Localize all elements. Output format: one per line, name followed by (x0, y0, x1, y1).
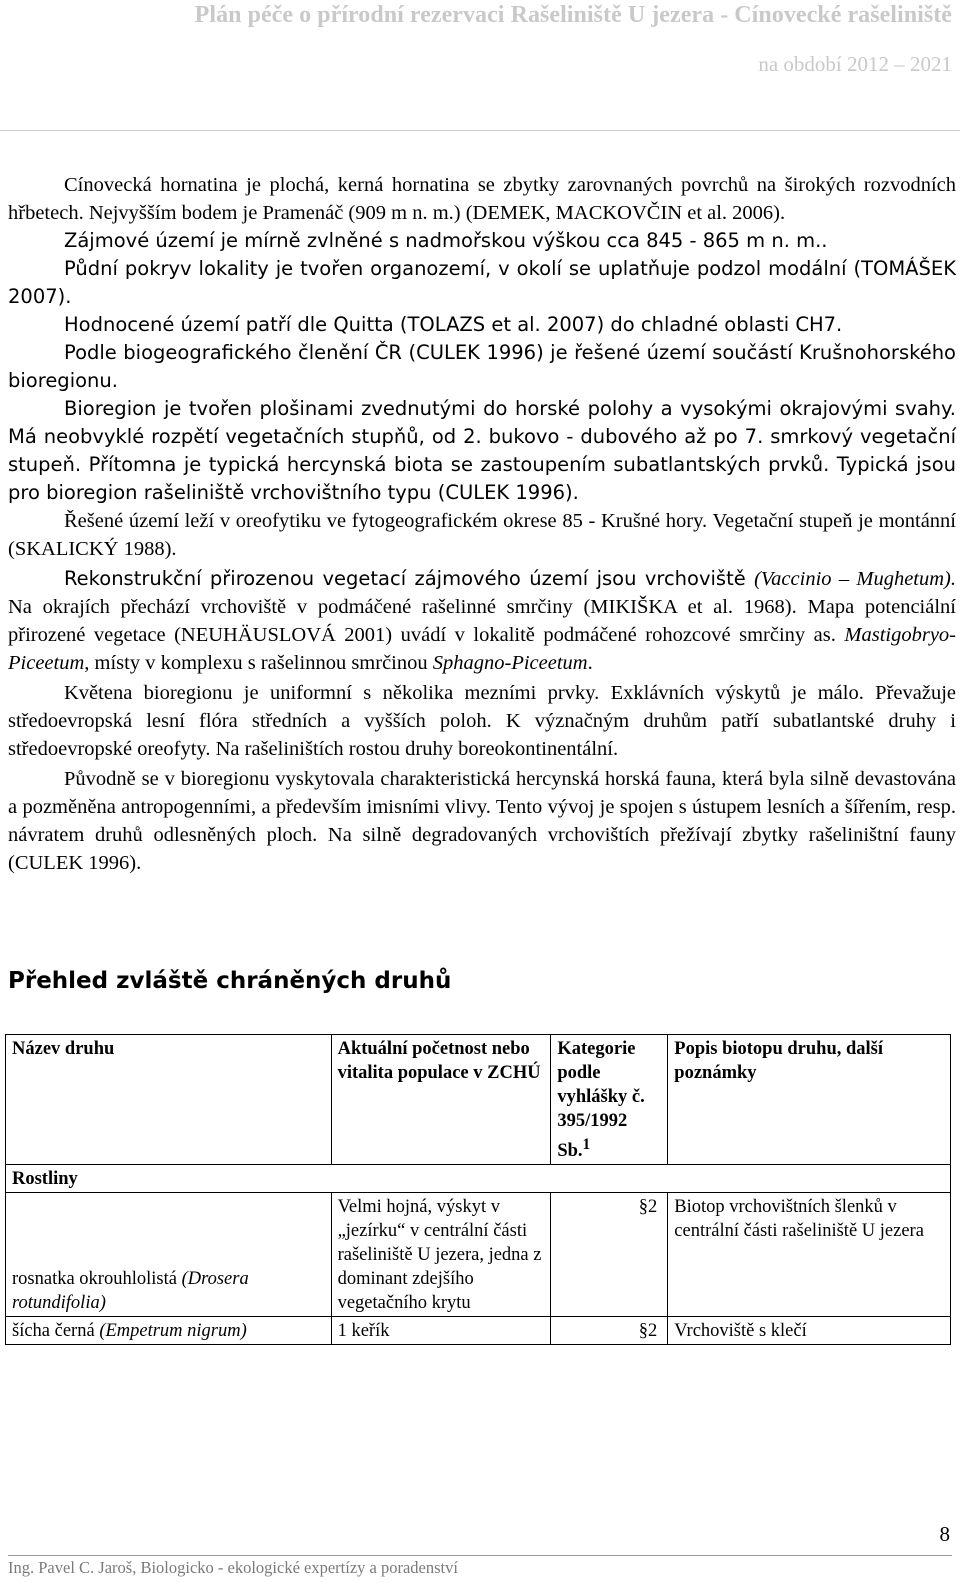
vegetation-text-a: Rekonstrukční přirozenou vegetací zájmového území jsou vrchoviště (64, 567, 755, 590)
header-notes: Popis biotopu druhu, další poznámky (668, 1035, 951, 1165)
vegetation-latin-a: (Vaccinio – Mughetum). (754, 568, 956, 590)
paragraph-vegetation (8, 565, 956, 677)
species-common-name: šícha černá (12, 1321, 100, 1342)
species-population: 1 keřík (331, 1317, 551, 1345)
vegetation-text-b: Na okrajích přechází vrchoviště v podmáčené rašelinné smrčiny (MIKIŠKA et al. 1968). Mapa potenciální přirozené vegetace (NEUHÄUSLOVÁ 2001) uvádí v lokalitě podmáčené rohozcové smrčiny as. (8, 596, 956, 646)
species-name (6, 1317, 332, 1345)
paragraph-bioregion: Bioregion je tvořen plošinami zvednutými do horské polohy a vysokými okrajovými svahy. Má neobvyklé rozpětí vegetačních stupňů, od 2. bukovo - dubového až po 7. smrkový vegetační stupeň. Přítomna je typická hercynská biota se zastoupením subatlantských prvků. Typická jsou pro bioregion rašeliniště vrchovištního typu (CULEK 1996). (8, 397, 956, 504)
header-divider (0, 130, 960, 131)
species-common-name: rosnatka okrouhlolistá (12, 1269, 182, 1290)
vegetation-latin-c: Sphagno-Piceetum (432, 652, 588, 674)
table-group-row (6, 1165, 951, 1193)
document-period: na období 2012 – 2021 (758, 52, 952, 76)
vegetation-text-d: . (587, 652, 593, 674)
section-heading: Přehled zvláště chráněných druhů (8, 968, 452, 994)
paragraph-fauna: Původně se v bioregionu vyskytovala charakteristická hercynská horská fauna, která byla silně devastována a pozměněna antropogenními, a především imisními vlivy. Tento vývoj je spojen s ústupem lesních a šířením, resp. návratem druhů odlesněných ploch. Na silně degradovaných vrchovištích přežívají zbytky rašeliništní fauny (CULEK 1996). (8, 768, 956, 874)
species-latin-name: (Empetrum nigrum) (99, 1321, 247, 1342)
species-category: §2 (551, 1193, 668, 1317)
paragraph-altitude: Zájmové území je mírně zvlněné s nadmořskou výškou cca 845 - 865 m n. m.. (64, 229, 828, 252)
document-title: Plán péče o přírodní rezervaci Rašeliniště U jezera - Cínovecké rašeliniště (194, 2, 952, 28)
species-table (5, 1034, 951, 1345)
species-category: §2 (551, 1317, 668, 1345)
footnote-marker: 1 (582, 1136, 591, 1153)
table-row (6, 1317, 951, 1345)
vegetation-latin-b: Mastigobryo-Piceetum (8, 624, 956, 674)
paragraph-phytogeography: Řešené území leží v oreofytiku ve fytogeografickém okrese 85 - Krušné hory. Vegetační stupeň je montánní (SKALICKÝ 1988). (8, 510, 956, 560)
table-header-row (6, 1035, 951, 1165)
species-population: Velmi hojná, výskyt v „jezírku“ v centrální části rašeliniště U jezera, jedna z dominant zdejšího vegetačního krytu (331, 1193, 551, 1317)
paragraph-biogeography: Podle biogeografického členění ČR (CULEK 1996) je řešené území součástí Krušnohorského bioregionu. (8, 341, 956, 392)
species-notes: Vrchoviště s klečí (668, 1317, 951, 1345)
header-category (551, 1035, 668, 1165)
footer-divider (8, 1555, 952, 1556)
header-category-text: Kategorie podle vyhlášky č. 395/1992 Sb. (557, 1039, 645, 1162)
vegetation-text-c: , místy v komplexu s rašelinnou smrčinou (84, 652, 433, 674)
body-text (8, 171, 956, 877)
species-name (6, 1193, 332, 1317)
paragraph-climate: Hodnocené území patří dle Quitta (TOLAZS et al. 2007) do chladné oblasti CH7. (64, 313, 843, 336)
header-population: Aktuální početnost nebo vitalita populace v ZCHÚ (331, 1035, 551, 1165)
species-latin-name: (Drosera rotundifolia) (12, 1269, 249, 1314)
header-name: Název druhu (6, 1035, 332, 1165)
paragraph-flora: Květena bioregionu je uniformní s několika mezními prvky. Exklávních výskytů je málo. Převažuje středoevropská lesní flóra středních a vyšších poloh. K význačným druhům patří subatlantské druhy i středoevropské oreofyty. Na rašeliništích rostou druhy boreokontinentální. (8, 682, 956, 760)
table-row (6, 1193, 951, 1317)
paragraph-soil: Půdní pokryv lokality je tvořen organozemí, v okolí se uplatňuje podzol modální (TOMÁŠEK 2007). (8, 257, 956, 308)
footer-author: Ing. Pavel C. Jaroš, Biologicko - ekologické expertízy a poradenství (8, 1558, 458, 1577)
species-notes: Biotop vrchovištních šlenků v centrální části rašeliniště U jezera (668, 1193, 951, 1317)
paragraph-hornatina: Cínovecká hornatina je plochá, kerná hornatina se zbytky zarovnaných povrchů na širokých rozvodních hřbetech. Nejvyšším bodem je Pramenáč (909 m n. m.) (DEMEK, MACKOVČIN et al. 2006). (8, 174, 956, 224)
group-plants: Rostliny (6, 1165, 951, 1193)
page-number: 8 (939, 1522, 950, 1546)
